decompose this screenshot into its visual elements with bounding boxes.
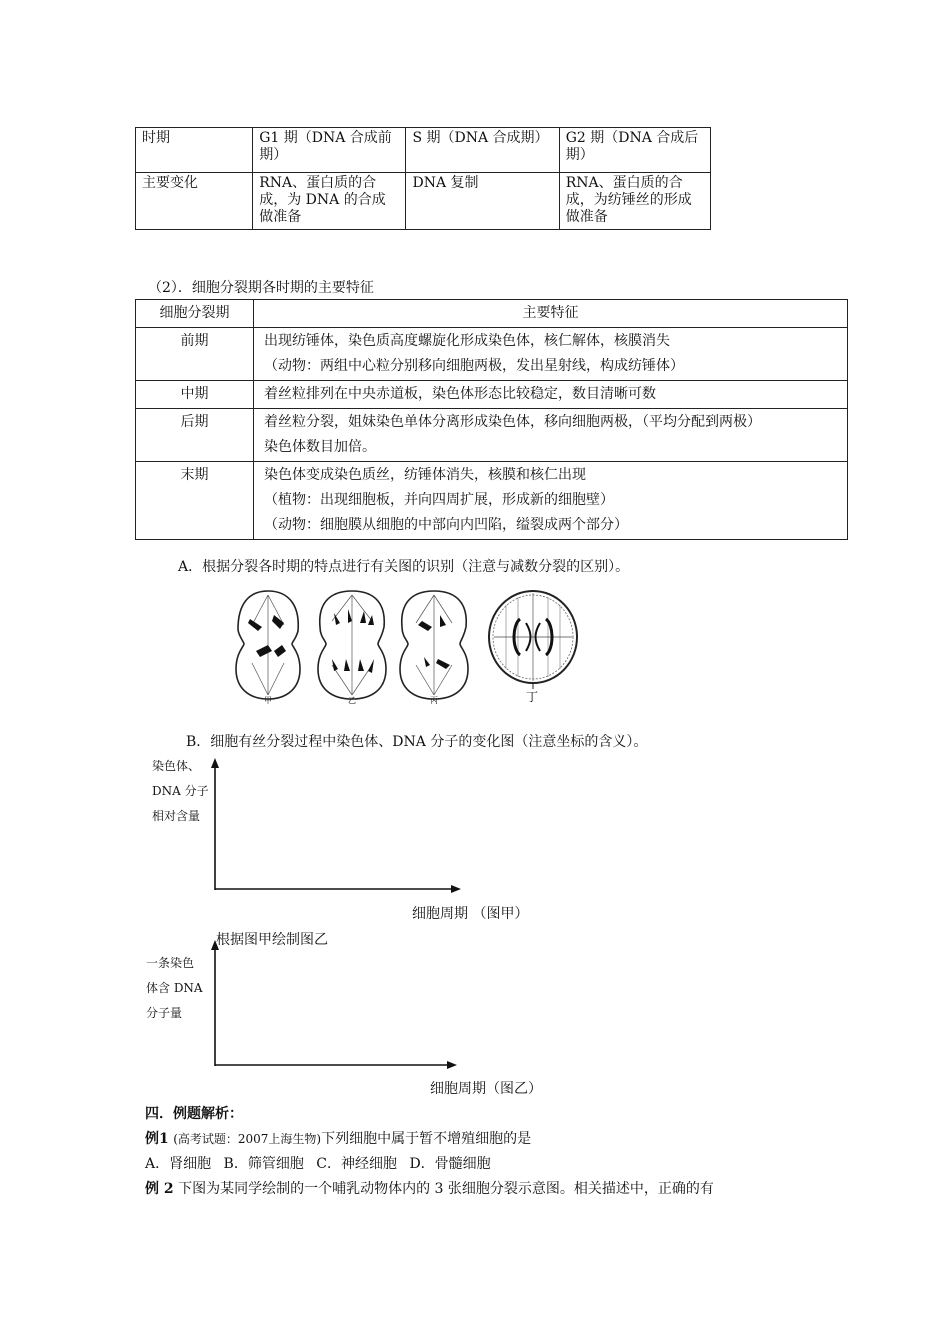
graph1-ylabel [152, 754, 209, 829]
table1-cell-g2: RNA、蛋白质的合成，为纺锤丝的形成做准备 [559, 173, 710, 230]
table1-row-label: 主要变化 [136, 173, 253, 230]
example1 [145, 1128, 531, 1148]
feature-line: （动物：细胞膜从细胞的中部向内凹陷，缢裂成两个部分） [264, 517, 628, 533]
cell-figure-yi [318, 591, 386, 705]
graph2-axes [205, 940, 465, 1070]
table2-header-stage: 细胞分裂期 [136, 300, 254, 328]
graph1-ylabel-line: 染色体、 [152, 759, 201, 773]
figure-label-jia: 甲 [264, 696, 272, 705]
table2-feature-telophase [254, 462, 848, 540]
table2-feature-anaphase [254, 409, 848, 462]
feature-line: 染色体变成染色质丝，纺锤体消失，核膜和核仁出现 [264, 467, 586, 483]
cell-figure-ding [489, 591, 577, 704]
table1-header-g1: G1 期（DNA 合成前期） [253, 128, 406, 173]
example1-label: 例1 [145, 1131, 169, 1147]
feature-line: 着丝粒分裂，姐妹染色单体分离形成染色体，移向细胞两极，（平均分配到两极） [264, 414, 761, 430]
interphase-table [135, 127, 711, 230]
table1-header-s: S 期（DNA 合成期） [406, 128, 559, 173]
example2-text: 下图为某同学绘制的一个哺乳动物体内的 3 张细胞分裂示意图。相关描述中，正确的有 [178, 1181, 714, 1197]
table2-stage-metaphase: 中期 [136, 381, 254, 409]
graph1-ylabel-line: DNA 分子 [152, 784, 209, 798]
example2 [145, 1178, 714, 1198]
feature-line: 出现纺锤体，染色质高度螺旋化形成染色体，核仁解体，核膜消失 [264, 333, 670, 349]
table2-stage-telophase: 末期 [136, 462, 254, 540]
table2-caption: （2）．细胞分裂期各时期的主要特征 [148, 280, 374, 296]
cell-figure-bing [400, 591, 468, 705]
graph2-ylabel-line: 分子量 [146, 1006, 183, 1020]
table2-header-feature: 主要特征 [254, 300, 848, 328]
figure-label-bing: 丙 [430, 696, 438, 705]
paragraph-a: A．根据分裂各时期的特点进行有关图的识别（注意与减数分裂的区别）。 [178, 559, 630, 575]
example1-options: A．肾细胞 B．筛管细胞 C．神经细胞 D．骨髓细胞 [145, 1156, 491, 1172]
example1-question: 下列细胞中属于暂不增殖细胞的是 [321, 1131, 532, 1147]
figure-label-yi: 乙 [348, 696, 356, 705]
figure-label-ding: 丁 [526, 690, 539, 704]
feature-line: 着丝粒排列在中央赤道板，染色体形态比较稳定，数目清晰可数 [264, 386, 656, 402]
table1-header-g2: G2 期（DNA 合成后期） [559, 128, 710, 173]
graph1-ylabel-line: 相对含量 [152, 809, 201, 823]
table2-feature-metaphase [254, 381, 848, 409]
section-title: 四．例题解析： [145, 1106, 243, 1122]
feature-line: （植物：出现细胞板，并向四周扩展，形成新的细胞壁） [264, 492, 614, 508]
graph1-axes [205, 758, 465, 894]
graph2-ylabel [146, 951, 203, 1026]
example2-label: 例 2 [145, 1181, 174, 1197]
graph1-xlabel: 细胞周期 （图甲） [412, 906, 529, 922]
mitosis-table [135, 299, 848, 540]
table2-stage-prophase: 前期 [136, 328, 254, 381]
cell-figure-jia [236, 591, 300, 705]
feature-line: 染色体数目加倍。 [264, 439, 376, 455]
table1-cell-g1: RNA、蛋白质的合成，为 DNA 的合成做准备 [253, 173, 406, 230]
table2-feature-prophase [254, 328, 848, 381]
graph2-title: 根据图甲绘制图乙 [216, 932, 328, 948]
graph2-ylabel-line: 体含 DNA [146, 981, 203, 995]
graph2-xlabel: 细胞周期（图乙） [430, 1081, 542, 1097]
feature-line: （动物：两组中心粒分别移向细胞两极，发出星射线，构成纺锤体） [264, 358, 684, 374]
table1-cell-s: DNA 复制 [406, 173, 559, 230]
cell-division-figures [228, 585, 590, 707]
example1-source: (高考试题：2007上海生物) [173, 1132, 322, 1146]
table1-header-period: 时期 [136, 128, 253, 173]
graph2-ylabel-line: 一条染色 [146, 956, 195, 970]
paragraph-b: B．细胞有丝分裂过程中染色体、DNA 分子的变化图（注意坐标的含义）。 [186, 734, 648, 750]
table2-stage-anaphase: 后期 [136, 409, 254, 462]
